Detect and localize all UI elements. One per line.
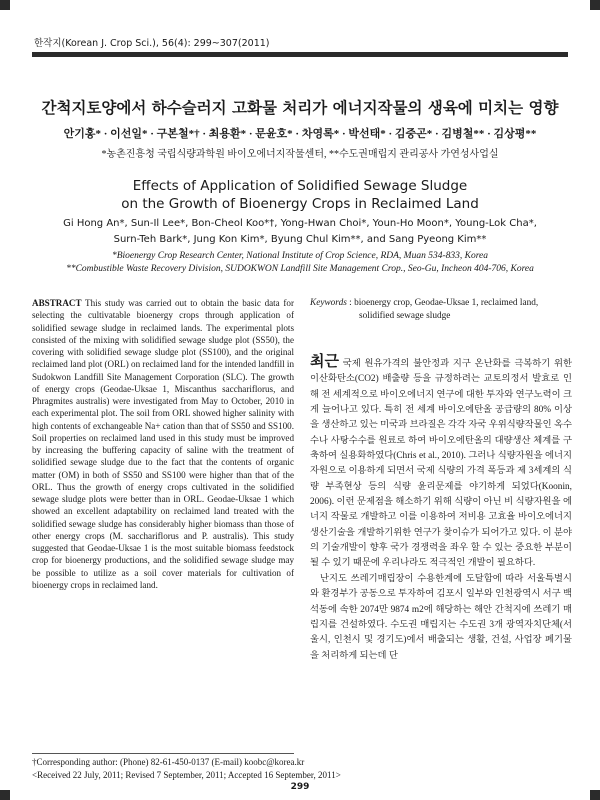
title-english-line-2: on the Growth of Bioenergy Crops in Reclaimed Land [121,196,479,212]
title-english-line-1: Effects of Application of Solidified Sewage Sludge [132,178,468,194]
body-paragraph-1: 국제 원유가격의 불안정과 지구 온난화를 극복하기 위한 이산화탄소(CO2) 배출량 등을 규정하려는 교토의정서 발효로 인해 전 세계적으로 바이오에너지 연구에 대한 투자와 연구노력이 크게 늘어나고 있다. 특히 전 세계 바이오에탄올 공급량의 80% 이상을 생산하고 있는 미국과 브라질은 각각 자국 우위식량작물인 옥수수나 사탕수수를 원료로 하여 바이오에탄올의 대량생산 체계를 구축하여 실용화하였다(Chris et al., 2010). 그러나 식량자원을 에너지자원으로 이용하게 되면서 국제 식량의 가격 폭등과 제 3세계의 식량 부족현상 등의 식량 윤리문제를 야기하게 되었다(Koonin, 2006). 이런 문제점을 해소하기 위해 식량이 아닌 비 식량자원을 에너지 작물로 개발하고 이를 이용하여 저비용 고효율 바이오에너지 생산기술을 개발하기위한 연구가 찾이슈가 되어가고 있다. 이 분야의 기술개발이 향후 국가 경쟁력을 좌우 할 수 있는 중요한 부분이 될 수 있기 때문에 우리나라도 적극적인 개발이 필요하다. [310,359,572,569]
title-korean: 간척지토양에서 하수슬러지 고화물 처리가 에너지작물의 생육에 미치는 영향 [41,99,559,117]
crop-mark-top-left [0,0,10,10]
authors-english [60,216,540,248]
body-text-korean [310,354,572,664]
affiliation-english-line-1: *Bioenergy Crop Research Center, National Institute of Crop Science, RDA, Muan 534-833, Korea [111,251,489,261]
affiliation-english-line-2: **Combustible Waste Recovery Division, SUDOKWON Landfill Site Management Crop., Seo-Gu, Incheon 404-706, Korea [66,264,534,274]
affiliation-korean: *농촌진흥청 국립식량과학원 바이오에너지작물센터, **수도권매립지 관리공사 가연성사업실 [101,149,499,160]
corresponding-author: †Corresponding author: (Phone) 82-61-450-0137 (E-mail) koobc@korea.kr [32,757,305,767]
body-paragraph-2: 난지도 쓰레기매립장이 수용한계에 도달함에 따라 서울특별시와 환경부가 공동으로 투자하여 김포시 일부와 인천광역시 서구 백석동에 속한 2074만 9874 m2에 해당하는 해안 간척지에 쓰레기 매립지를 건설하였다. 수도권 매립지는 수도권 3개 광역자치단체(서울시, 인천시 및 경기도)에서 배출되는 생활, 건설, 사업장 폐기물을 처리하게 되는데 단 [310,573,572,661]
keywords [310,297,572,323]
abstract-text: This study was carried out to obtain the basic data for selecting the cultivatable bioenergy crops through application of solidified sewage sludge in reclaimed lands. The experimental plots consisted of the mixing with solidified sewage sludge plot (SS50), the covering with solidified sewage sludge plot (SS100), and the original reclaimed land plot (ORL) on reclaimed land for the intended landfill in Sudokwon Landfill Site Management Corporation (SLC). The growth of energy crops (Geodae-Uksae 1, Miscanthus sacchariflorus, and Phragmites australis) were investigated from May to October, 2010 in each experimental plot. The soil from ORL showed higher salinity with high contents of exchangeable Na+ cation than that of SS50 and SS100. Soil properties on reclaimed land used in this study must be improved by increasing the buffering capacity of saline with the treatment of solidified sewage sludge due to the fact that the contents of organic matter (OM) in both of SS50 and SS100 were higher than that of the ORL. Thus the growth of energy crops cultivated in the solidified sewage sludge plots were better than in ORL. Geodae-Uksae 1 which showed an excellent adaptability on reclaimed land treated with the solidified sewage sludge has considerably higher biomass than those of other energy crops (M. sacchariflorus and P. australis). This study suggested that Geodae-Uksae 1 is the most suitable biomass feedstock crop for bioenergy productions, and the solidified sewage sludge may be possible to utilize as a soil cover materials for cultivation of bioenergy crops in reclaimed land. [32,298,294,590]
crop-mark-top-right [590,0,600,10]
authors-english-line-1: Gi Hong An*, Sun-Il Lee*, Bon-Cheol Koo*†, Yong-Hwan Choi*, Youn-Ho Moon*, Young-Lok Cha*, [63,218,537,229]
footnote-rule [32,753,294,754]
keywords-line-2: solidified sewage sludge [359,311,451,321]
received-dates: <Received 22 July, 2011; Revised 7 September, 2011; Accepted 16 September, 2011> [32,769,341,780]
authors-english-line-2: Surn-Teh Bark*, Jung Kon Kim*, Byung Chul Kim**, and Sang Pyeong Kim** [113,234,487,245]
abstract [32,297,294,591]
footnote [32,756,572,781]
abstract-label: ABSTRACT [32,298,82,308]
title-english [0,177,600,213]
keywords-line-1: : bioenergy crop, Geodae-Uksae 1, reclaimed land, [349,298,539,308]
header-rule [32,52,568,57]
keywords-label: Keywords [310,298,347,308]
page-number: 299 [290,782,310,792]
authors-korean: 안기홍* · 이선일* · 구본철*† · 최용환* · 문윤호* · 차영록* · 박선태* · 김중곤* · 김병철** · 김상평** [63,128,537,140]
body-lead-word: 최근 [310,352,339,370]
affiliation-english [30,250,570,276]
journal-citation: 한작지(Korean J. Crop Sci.), 56(4): 299~307(2011) [34,38,270,49]
